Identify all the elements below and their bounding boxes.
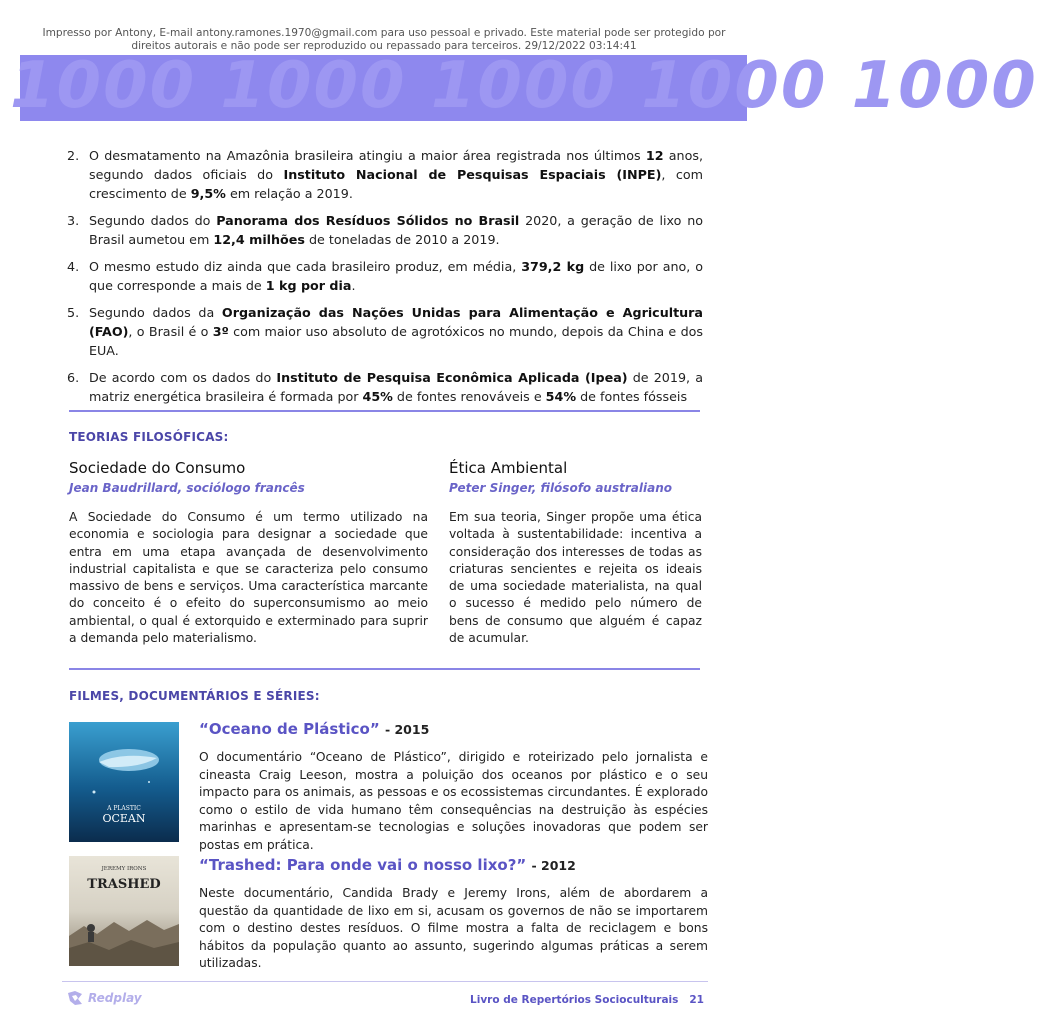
fact-text: , o Brasil é o — [128, 324, 213, 339]
film-2-description: Neste documentário, Candida Brady e Jeremy Irons, além de abordarem a questão da quantidade de lixo em si, acusam os governos de não se importarem com o destino destes resíduos. O filme mostra a falta de reciclagem e bons hábitos da população quanto ao assunto, sugerindo algumas práticas a serem utilizadas. — [199, 886, 708, 970]
fact-highlight: 9,5% — [190, 186, 226, 201]
fact-highlight: Instituto Nacional de Pesquisas Espaciais (INPE) — [283, 167, 662, 182]
footer-page-info — [470, 994, 704, 1006]
fact-text: anos, segundo dados oficiais do — [89, 148, 703, 182]
fact-text: De acordo com os dados do — [89, 370, 277, 385]
fact-text: . — [351, 278, 356, 293]
fact-item — [69, 303, 703, 360]
theory-right — [449, 459, 702, 647]
film-1-year: - 2015 — [384, 722, 430, 737]
film-1-poster-text-1: A PLASTIC — [107, 805, 141, 812]
fact-highlight: 379,2 kg — [521, 259, 585, 274]
fact-text: 2020, a geração de lixo no Brasil aumetou em — [89, 213, 704, 247]
fact-highlight: 12 — [645, 148, 664, 163]
theory-right-heading: Ética Ambiental — [449, 459, 568, 477]
footer-divider — [62, 981, 708, 982]
divider-1 — [69, 410, 700, 412]
banner-decoration: 1000 1000 1000 1000 1000 — [10, 49, 1038, 123]
facts-list — [69, 146, 703, 414]
fact-highlight: 54% — [545, 389, 577, 404]
fact-text: em relação a 2019. — [225, 186, 353, 201]
fact-text: O desmatamento na Amazônia brasileira atingiu a maior área registrada nos últimos — [89, 148, 646, 163]
fact-text: Segundo dados da — [89, 305, 222, 320]
fact-text: de 2019, a matriz energética brasileira é formada por — [89, 370, 703, 404]
fact-text: , com crescimento de — [89, 167, 703, 201]
watermark-line-1: Impresso por Antony, E-mail antony.ramones.1970@gmail.com para uso pessoal e privado. Este material pode ser protegido por — [42, 27, 726, 39]
redplay-logo-icon — [66, 990, 84, 1006]
film-2-poster-image — [69, 856, 179, 966]
film-1-description: O documentário “Oceano de Plástico”, dirigido e roteirizado pelo jornalista e cineasta Craig Leeson, mostra a poluição dos oceanos por plástico e o seu impacto para os animais, as pessoas e os ecossistemas circundantes. É explorado como o estilo de vida humano têm consequências na destruição às espécies marinhas e apresentam-se tecnologias e soluções inovadoras que podem ser postas em prática. — [199, 750, 708, 852]
fact-text: Segundo dados do — [89, 213, 217, 228]
film-2-title-text: “Trashed: Para onde vai o nosso lixo?” — [199, 856, 527, 874]
fact-text: de lixo por ano, o que corresponde a mais de — [89, 259, 703, 293]
fact-text: de fontes renováveis e — [392, 389, 546, 404]
fact-item — [69, 257, 703, 295]
fact-highlight: Panorama dos Resíduos Sólidos no Brasil — [216, 213, 520, 228]
film-item-2 — [69, 856, 709, 976]
film-1-title — [199, 720, 429, 738]
fact-text: de fontes fósseis — [576, 389, 688, 404]
film-item-1 — [69, 720, 709, 852]
fact-number: 3. — [67, 213, 80, 228]
fact-number: 4. — [67, 259, 80, 274]
fact-item — [69, 146, 703, 203]
footer-page-number: 21 — [689, 994, 704, 1006]
film-2-year: - 2012 — [531, 858, 576, 873]
watermark-line-2: direitos autorais e não pode ser reproduzido ou repassado para terceiros. 29/12/2022 03:14:41 — [131, 40, 637, 52]
films-section-title: FILMES, DOCUMENTÁRIOS E SÉRIES: — [69, 689, 320, 703]
film-2-poster-text-1: JEREMY IRONS — [101, 866, 147, 872]
fact-number: 6. — [67, 370, 80, 385]
fact-highlight: 1 kg por dia — [265, 278, 352, 293]
fact-text: de toneladas de 2010 a 2019. — [304, 232, 500, 247]
fact-text: O mesmo estudo diz ainda que cada brasileiro produz, em média, — [89, 259, 522, 274]
footer-logo-text: Redplay — [88, 991, 142, 1005]
fact-highlight: Organização das Nações Unidas para Alimentação e Agricultura (FAO) — [89, 305, 703, 339]
theory-left-author: Jean Baudrillard, sociólogo francês — [69, 481, 305, 495]
fact-item — [69, 368, 703, 406]
fact-number: 5. — [67, 305, 80, 320]
film-1-poster-text-2: OCEAN — [102, 812, 146, 825]
theory-right-text: Em sua teoria, Singer propõe uma ética voltada à sustentabilidade: incentiva a consideração dos interesses de todas as criaturas sencientes e rejeita os ideais de uma sociedade materialista, na qual o sucesso é medido pelo número de bens de consumo que alguém é capaz de acumular. — [449, 510, 702, 646]
film-2-poster-text-2: TRASHED — [87, 877, 161, 892]
theory-left-text: A Sociedade do Consumo é um termo utilizado na economia e sociologia para designar a sociedade que entra em uma etapa avançada de desenvolvimento industrial capitalista e que se caracteriza pelo consumo massivo de bens e serviços. Uma característica marcante do conceito é o efeito do superconsumismo ao meio ambiental, o qual é extorquido e exterminado para suprir a demanda pelo materialismo. — [69, 510, 428, 646]
film-1-title-text: “Oceano de Plástico” — [199, 720, 380, 738]
fact-highlight: 45% — [362, 389, 393, 404]
film-2-title — [199, 856, 576, 874]
divider-2 — [69, 668, 700, 670]
footer-book-title: Livro de Repertórios Socioculturais — [470, 994, 679, 1006]
fact-highlight: 3º — [212, 324, 229, 339]
footer-logo — [66, 990, 142, 1006]
theories-section-title: TEORIAS FILOSÓFICAS: — [69, 430, 229, 444]
header-banner — [10, 49, 1038, 123]
theory-left-heading: Sociedade do Consumo — [69, 459, 246, 477]
fact-highlight: Instituto de Pesquisa Econômica Aplicada (Ipea) — [276, 370, 628, 385]
fact-text: com maior uso absoluto de agrotóxicos no mundo, depois da China e dos EUA. — [89, 324, 703, 358]
theory-left — [69, 459, 428, 647]
fact-number: 2. — [67, 148, 80, 163]
theory-right-author: Peter Singer, filósofo australiano — [449, 481, 672, 495]
fact-item — [69, 211, 703, 249]
fact-highlight: 12,4 milhões — [213, 232, 305, 247]
film-1-poster-image — [69, 722, 179, 842]
